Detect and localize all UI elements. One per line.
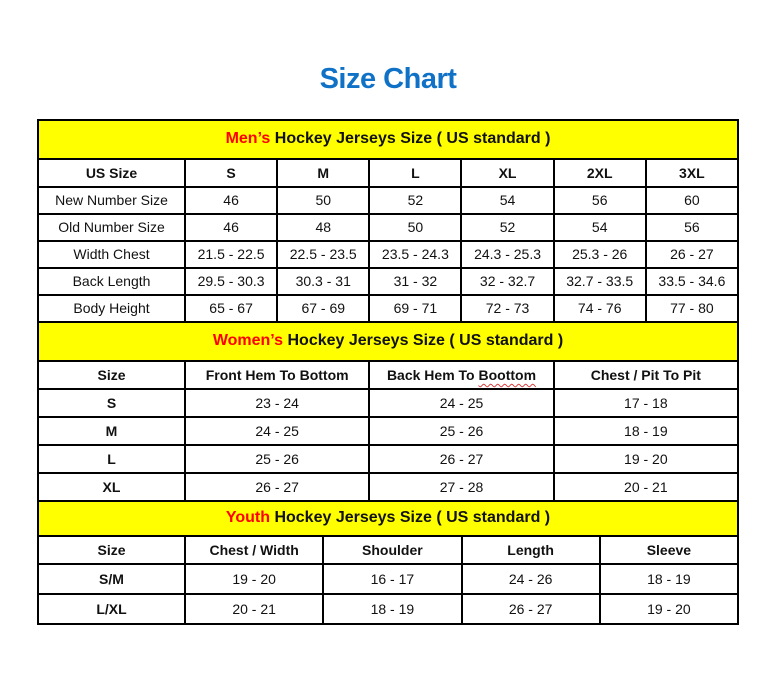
- cell: 19 - 20: [554, 445, 738, 473]
- youth-col-header-sleeve: Sleeve: [600, 536, 738, 564]
- cell: 54: [461, 187, 553, 214]
- cell: 24 - 25: [369, 389, 553, 417]
- mens-row-width-chest: [38, 241, 738, 268]
- mens-row-new-number-size: [38, 187, 738, 214]
- cell: 74 - 76: [554, 295, 646, 322]
- youth-row-lxl: [38, 594, 738, 624]
- cell: 26 - 27: [462, 594, 600, 624]
- cell: 32 - 32.7: [461, 268, 553, 295]
- cell: 25.3 - 26: [554, 241, 646, 268]
- back-hem-misspelled-word: Boottom: [478, 366, 537, 383]
- womens-col-header-size: Size: [38, 361, 185, 389]
- mens-col-header-xl: XL: [461, 159, 553, 187]
- cell: 52: [369, 187, 461, 214]
- cell: 56: [646, 214, 738, 241]
- row-label: S/M: [38, 564, 185, 594]
- cell: 24 - 25: [185, 417, 369, 445]
- cell: 18 - 19: [554, 417, 738, 445]
- cell: 50: [369, 214, 461, 241]
- row-label: Back Length: [38, 268, 185, 295]
- cell: 25 - 26: [185, 445, 369, 473]
- cell: 21.5 - 22.5: [185, 241, 277, 268]
- mens-section-header-row: [38, 120, 738, 159]
- youth-col-header-length: Length: [462, 536, 600, 564]
- mens-col-header-m: M: [277, 159, 369, 187]
- row-label: Width Chest: [38, 241, 185, 268]
- cell: 26 - 27: [646, 241, 738, 268]
- cell: 67 - 69: [277, 295, 369, 322]
- cell: 19 - 20: [185, 564, 323, 594]
- youth-col-header-chest-width: Chest / Width: [185, 536, 323, 564]
- row-label: L/XL: [38, 594, 185, 624]
- size-chart-tables: [37, 119, 739, 625]
- womens-row-l: [38, 445, 738, 473]
- cell: 72 - 73: [461, 295, 553, 322]
- row-label: M: [38, 417, 185, 445]
- cell: 22.5 - 23.5: [277, 241, 369, 268]
- youth-title-emphasis: Youth: [225, 509, 270, 527]
- row-label: Old Number Size: [38, 214, 185, 241]
- cell: 65 - 67: [185, 295, 277, 322]
- row-label: New Number Size: [38, 187, 185, 214]
- cell: 56: [554, 187, 646, 214]
- youth-title-rest: Hockey Jerseys Size ( US standard ): [270, 509, 551, 527]
- mens-column-header-row: [38, 159, 738, 187]
- cell: 23.5 - 24.3: [369, 241, 461, 268]
- cell: 24.3 - 25.3: [461, 241, 553, 268]
- cell: 60: [646, 187, 738, 214]
- youth-row-sm: [38, 564, 738, 594]
- youth-section-header-row: [38, 501, 738, 536]
- cell: 29.5 - 30.3: [185, 268, 277, 295]
- cell: 48: [277, 214, 369, 241]
- page-title: Size Chart: [319, 63, 457, 95]
- cell: 26 - 27: [185, 473, 369, 501]
- mens-size-table: [37, 119, 739, 323]
- mens-row-back-length: [38, 268, 738, 295]
- womens-section-header-row: [38, 322, 738, 361]
- womens-section-title: [38, 322, 738, 361]
- womens-column-header-row: [38, 361, 738, 389]
- cell: 46: [185, 214, 277, 241]
- womens-title-rest: Hockey Jerseys Size ( US standard ): [283, 332, 564, 350]
- cell: 52: [461, 214, 553, 241]
- cell: 25 - 26: [369, 417, 553, 445]
- womens-row-s: [38, 389, 738, 417]
- cell: 77 - 80: [646, 295, 738, 322]
- cell: 50: [277, 187, 369, 214]
- mens-col-header-us-size: US Size: [38, 159, 185, 187]
- cell: 18 - 19: [323, 594, 461, 624]
- mens-col-header-s: S: [185, 159, 277, 187]
- womens-col-header-chest: Chest / Pit To Pit: [554, 361, 738, 389]
- cell: 30.3 - 31: [277, 268, 369, 295]
- cell: 26 - 27: [369, 445, 553, 473]
- womens-size-table: [37, 321, 739, 502]
- womens-row-xl: [38, 473, 738, 501]
- youth-section-title: [38, 501, 738, 536]
- cell: 33.5 - 34.6: [646, 268, 738, 295]
- mens-col-header-2xl: 2XL: [554, 159, 646, 187]
- row-label: L: [38, 445, 185, 473]
- cell: 20 - 21: [185, 594, 323, 624]
- cell: 27 - 28: [369, 473, 553, 501]
- cell: 32.7 - 33.5: [554, 268, 646, 295]
- womens-col-header-front-hem: Front Hem To Bottom: [185, 361, 369, 389]
- cell: 24 - 26: [462, 564, 600, 594]
- youth-size-table: [37, 500, 739, 625]
- womens-row-m: [38, 417, 738, 445]
- cell: 31 - 32: [369, 268, 461, 295]
- mens-row-body-height: [38, 295, 738, 322]
- mens-row-old-number-size: [38, 214, 738, 241]
- youth-column-header-row: [38, 536, 738, 564]
- cell: 16 - 17: [323, 564, 461, 594]
- mens-title-emphasis: Men’s: [225, 130, 271, 148]
- mens-section-title: [38, 120, 738, 159]
- cell: 46: [185, 187, 277, 214]
- mens-col-header-3xl: 3XL: [646, 159, 738, 187]
- back-hem-label-prefix: Back Hem To: [386, 366, 479, 383]
- youth-col-header-shoulder: Shoulder: [323, 536, 461, 564]
- cell: 18 - 19: [600, 564, 738, 594]
- youth-col-header-size: Size: [38, 536, 185, 564]
- cell: 69 - 71: [369, 295, 461, 322]
- womens-title-emphasis: Women’s: [212, 332, 284, 350]
- cell: 23 - 24: [185, 389, 369, 417]
- row-label: S: [38, 389, 185, 417]
- mens-col-header-l: L: [369, 159, 461, 187]
- cell: 19 - 20: [600, 594, 738, 624]
- cell: 17 - 18: [554, 389, 738, 417]
- mens-title-rest: Hockey Jerseys Size ( US standard ): [270, 130, 551, 148]
- row-label: Body Height: [38, 295, 185, 322]
- row-label: XL: [38, 473, 185, 501]
- cell: 20 - 21: [554, 473, 738, 501]
- cell: 54: [554, 214, 646, 241]
- womens-col-header-back-hem: [369, 361, 553, 389]
